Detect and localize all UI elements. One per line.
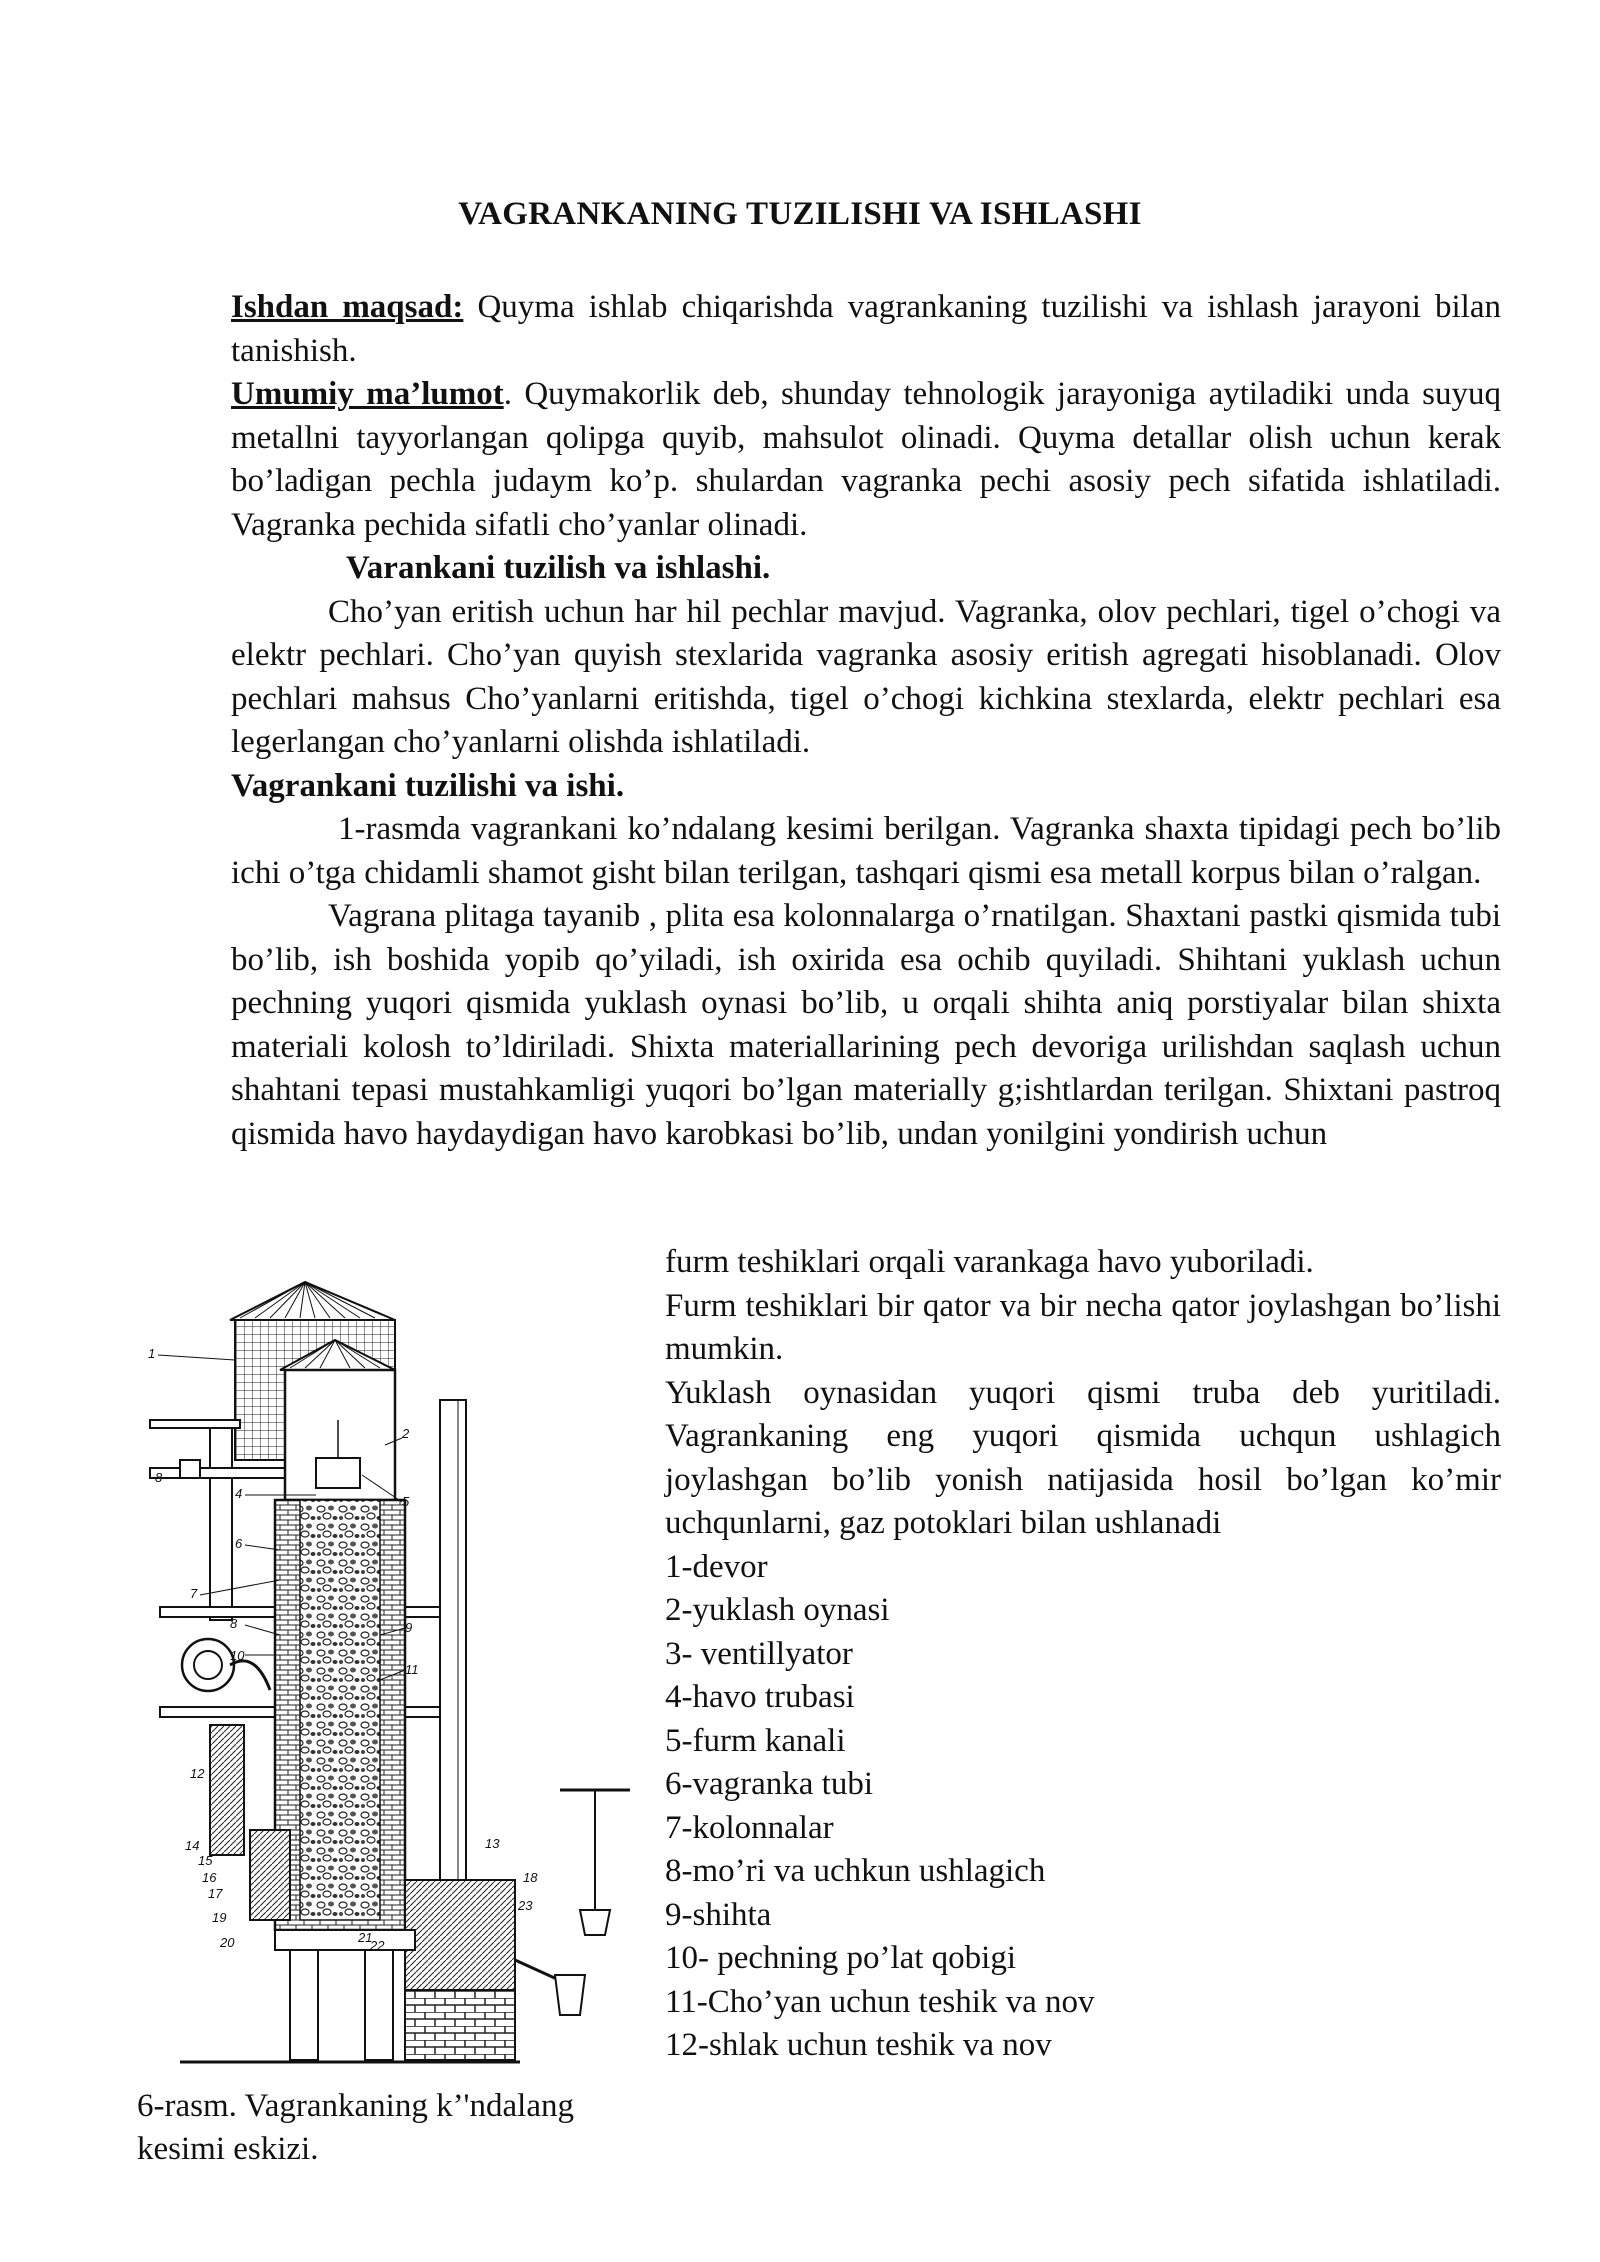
legend-item: 7-kolonnalar [665, 1809, 834, 1846]
legend-item: 6-vagranka tubi [665, 1766, 874, 1802]
callout-label: 16 [202, 1870, 217, 1885]
page-title: VAGRANKANING TUZILISHI VA ISHLASHI [458, 196, 1142, 232]
callout-label: 19 [212, 1910, 227, 1925]
figure-legend [665, 1546, 1501, 2068]
legend-item: 2-yuklash oynasi [665, 1592, 890, 1628]
legend-item: 11-Cho’yan uchun teshik va nov [665, 1983, 1095, 2020]
callout-label: 10 [230, 1648, 245, 1663]
blower-fan [182, 1639, 270, 1855]
purpose-paragraph [231, 286, 1501, 373]
callout-label: 18 [523, 1870, 538, 1885]
paragraph-structure: Vagrana plitaga tayanib , plita esa kolonnalarga o’rnatilgan. Shaxtani pastki qismida tubi bo’lib, ish boshida yopib qo’yiladi, ish oxirida esa ochib quyiladi. Shihtani yuklash uchun pechning yuqori qismida yuklash oynasi bo’lib, u orqali shihta aniq porstiyalar bilan shixta materiali kolosh to’ldiriladi. Shixta materiallarining pech devoriga urilishdan saqlash uchun shahtani tepasi mustahkamligi yuqori bo’lgan materially g;ishtlardan terilgan. Shixtani pastroq qismida havo haydaydigan havo karobkasi bo’lib, undan yonilgini yondirish uchun [231, 898, 1501, 1152]
callout-label: 13 [485, 1836, 500, 1851]
general-info-text: . Quymakorlik deb, shunday tehnologik jarayoniga aytiladiki unda suyuq metallni tayyorlangan qolipga quyib, mahsulot olinadi. Quyma detallar olish uchun kerak bo’ladigan pechla judaym ko’p. shulardan vagranka pechi asosiy pech sifatida ishlatiladi. Vagranka pechida sifatli cho’yanlar olinadi. [231, 376, 1501, 543]
cupola-furnace-diagram [140, 1270, 650, 2080]
main-text-block [231, 286, 1501, 1156]
callout-label: 11 [405, 1662, 419, 1677]
purpose-label: Ishdan maqsad: [231, 289, 464, 325]
figure-caption: 6-rasm. Vagrankaning k’'ndalang kesimi eskizi. [137, 2088, 574, 2167]
callout-label: 2 [402, 1426, 410, 1441]
paragraph-furnace-types: Cho’yan eritish uchun har hil pechlar mavjud. Vagranka, olov pechlari, tigel o’chogi va elektr pechlari. Cho’yan quyish stexlarida vagranka asosiy eritish agregati hisoblanadi. Olov pechlari mahsus Cho’yanlarni eritishda, tigel o’chogi kichkina stexlarda, elektr pechlari esa legerlangan cho’yanlarni olishda ishlatiladi. [231, 593, 1501, 760]
callout-label: 1 [148, 1346, 156, 1361]
callout-label: 8 [155, 1470, 163, 1485]
purpose-text: Quyma ishlab chiqarishda vagrankaning tuzilishi va ishlash jarayoni bilan tanishish. [231, 289, 1501, 369]
section-heading-1: Varankani tuzilish va ishlashi. [346, 550, 771, 586]
general-info-paragraph [231, 373, 1501, 547]
general-info-label: Umumiy ma’lumot [231, 376, 504, 412]
legend-item: 3- ventillyator [665, 1635, 853, 1672]
legend-item: 4-havo trubasi [665, 1679, 855, 1715]
right-paragraph-2: Furm teshiklari bir qator va bir necha qator joylashgan bo’lishi mumkin. [665, 1287, 1501, 1367]
callout-label: 6 [235, 1536, 243, 1551]
callout-label: 22 [370, 1938, 385, 1953]
crane-ladle [560, 1790, 630, 1935]
legend-item: 8-mo’ri va uchkun ushlagich [665, 1853, 1046, 1889]
legend-item: 10- pechning po’lat qobigi [665, 1940, 1017, 1976]
right-column [665, 1241, 1501, 2068]
legend-item: 1-devor [665, 1548, 768, 1585]
legend-item: 9-shihta [665, 1896, 772, 1933]
legend-item: 12-shlak uchun teshik va nov [665, 2027, 1052, 2063]
callout-label: 21 [358, 1930, 373, 1945]
callout-label: 17 [208, 1886, 223, 1901]
callout-label: 23 [518, 1898, 533, 1913]
right-paragraph-1: furm teshiklari orqali varankaga havo yuboriladi. [665, 1244, 1314, 1280]
legend-item: 5-furm kanali [665, 1722, 846, 1759]
air-box [250, 1830, 290, 1920]
callout-label: 7 [190, 1586, 198, 1601]
callout-label: 8 [230, 1616, 238, 1631]
callout-label: 15 [198, 1853, 213, 1868]
right-paragraph-3: Yuklash oynasidan yuqori qismi truba deb yuritiladi. Vagrankaning eng yuqori qismida uchqun ushlagich joylashgan bo’lib yonish natijasida hosil bo’lgan ko’mir uchqunlarni, gaz potoklari bilan ushlanadi [665, 1374, 1501, 1541]
callout-label: 9 [405, 1620, 413, 1635]
paragraph-cross-section: 1-rasmda vagrankani ko’ndalang kesimi berilgan. Vagranka shaxta tipidagi pech bo’lib ichi o’tga chidamli shamot gisht bilan terilgan, tashqari qismi esa metall korpus bilan o’ralgan. [231, 811, 1501, 891]
callout-label: 5 [402, 1494, 410, 1509]
callout-label: 12 [190, 1766, 205, 1781]
section-heading-2: Vagrankani tuzilishi va ishi. [231, 767, 625, 804]
callout-label: 4 [235, 1486, 243, 1501]
callout-label: 20 [220, 1935, 235, 1950]
furnace-shaft [275, 1370, 405, 1930]
callout-label: 14 [185, 1838, 200, 1853]
